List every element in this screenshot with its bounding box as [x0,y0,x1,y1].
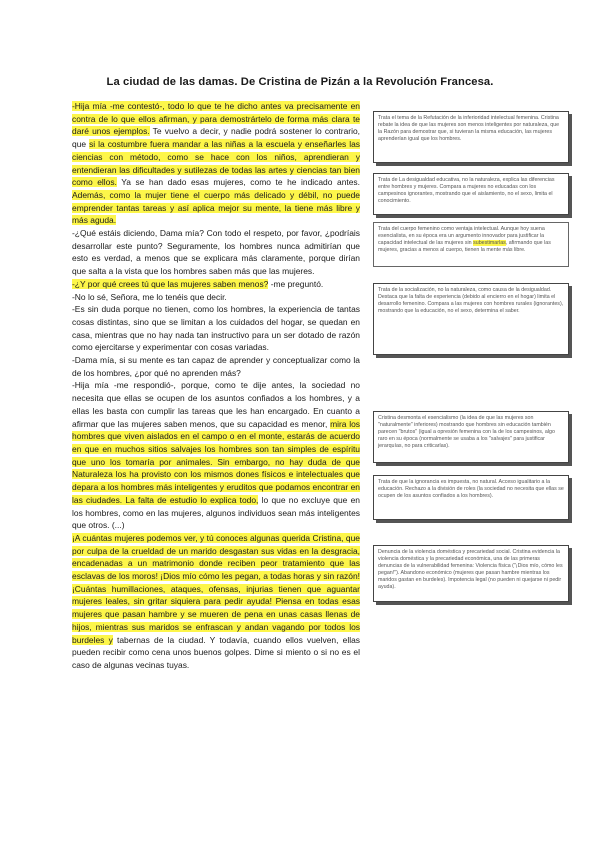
paragraph [72,291,360,304]
paragraph [72,227,360,278]
text-run: Trata de la socialización, no la naturaleza, como causa de la desigualdad. Destaca que la falta de experiencia (debido al encierro en el hogar) limita el desarrollo femenino. Compara a las mujeres con hombres rurales (ignorantes), mostrando que la educación, no el sexo, determina el saber. [378,287,564,314]
paragraph [72,354,360,379]
paragraph [72,532,360,672]
paragraph [72,303,360,354]
annotation-box [373,222,569,267]
text-run: Trata de que la ignorancia es impuesta, no natural. Acceso igualitario a la educación. Rechazo a la división de roles (la sociedad no necesita que ellas se ocupen de los asuntos confiados a los hombres). [378,479,564,499]
text-run: Trata del cuerpo femenino como ventaja intelectual. Aunque hoy suena esencialista, en su época era un argumento innovador para justificar la capacidad intelectual de las mujeres sin [378,226,545,246]
annotation-box [373,475,569,520]
text-run: -Dama mía, si su mente es tan capaz de aprender y conceptualizar como la de los hombres, ¿por qué no aprenden más? [72,355,360,378]
highlighted-text: Además, como la mujer tiene el cuerpo más delicado y débil, no puede emprender tantas tareas y así aplica mejor su mente, la tiene más libre y más aguda. [72,189,360,226]
text-run: -Es sin duda porque no tienen, como los hombres, la experiencia de tantas cosas distintas, sino que se limitan a los cuidados del hogar, se quedan en casa, mientras que no hay nada tan instructivo para un ser dotado de razón como ejercitarse y experimentar con cosas variadas. [72,304,360,353]
text-run: -Hija mía -me respondió-, porque, como te dije antes, la sociedad no necesita que ellas se ocupen de los asuntos confiados a los hombres, y a ellas les basta con cumplir las tareas que les han encargado. En cuanto a afirmar que las mujeres saben menos, que su capacidad es menor, [72,380,360,429]
annotation-box [373,111,569,163]
text-run: Te vuelvo a decir, y nadie podrá sostener lo contrario, que [72,126,360,150]
text-run: Trata el tema de la Refutación de la inferioridad intelectual femenina. Cristina rebate la idea de que las mujeres son menos inteligentes por naturaleza, que la Razón para demostrar que, si tuvieran la misma educación, las mujeres aprenderían igual que los hombres. [378,115,560,142]
annotation-box [373,283,569,355]
main-text [72,100,360,672]
annotation-box [373,173,569,215]
text-run: Ya se han dado esas mujeres, como te he indicado antes. [116,177,360,188]
text-run: Cristina desmonta el esencialismo (la idea de que las mujeres son "naturalmente" inferiores) mostrando que hombres sin educación también parecen "brutos" (igual a opresión femenina con la de los campesinos, algo raro en su época (normalmente se usaba a los "salvajes" para justificar jerarquías, no para criticarlas). [378,415,555,449]
highlighted-text: mira los hombres que viven aislados en el campo o en el monte, estarás de acuerdo en que en muchos sitios salvajes los hombres son tan simples de espíritu que uno los tomaría por animales. Sin embargo, no hay duda de que Naturaleza los ha provisto con los mismos dones físicos e intelectuales que depara a los hombres más inteligentes y eruditos que podamos encontrar en las ciudades. La falta de estudio lo explica todo, [72,418,360,505]
text-run: Trata de La desigualdad educativa, no la naturaleza, explica las diferencias entre hombres y mujeres. Compara a mujeres no educadas con los campesinos ignorantes, mostrando que el aislamiento, no el sexo, limita el conocimiento. [378,177,555,204]
paragraph [72,379,360,531]
text-run: lo que no excluye que en los hombres, como en las mujeres, algunos individuos sean más inteligentes que otros. (...) [72,494,360,531]
highlighted-text: si la costumbre fuera mandar a las niñas a la escuela y enseñarles las ciencias con método, como se hace con los niños, aprendieran y entendieran las dificultades y sutilezas de todas las artes y ciencias tan bien como ellos. [72,139,360,188]
annotation-box [373,411,569,463]
text-run: -me preguntó. [268,278,324,289]
highlighted-text: subestimarlas [473,239,506,246]
text-run: Denuncia de la violencia doméstica y precariedad social. Cristina evidencia la violencia doméstica y la precariedad económica, una de las primeras denuncias de la vulnerabilidad femenina: Violencia física ("¡Dios mío, cómo les pegan!"). Abandono económico (mujeres que pasan hambre mientras los maridos gastan en burdeles). Impotencia legal (no pueden ni quejarse ni pedir ayuda). [378,549,563,590]
paragraph [72,278,360,291]
text-run: , afirmando que las mujeres, gracias a menos al cuerpo, tienen la mente más libre. [378,239,551,253]
text-run: -¿Qué estáis diciendo, Dama mía? Con todo el respeto, por favor, ¿podríais desarrollar este punto? Seguramente, los hombres nunca admitirían que esto es verdad, a menos que se explicara más claramente, porque dirían que salta a la vista que los hombres saben más que las mujeres. [72,228,360,277]
text-run: -No lo sé, Señora, me lo tenéis que decir. [72,291,227,302]
text-run: tabernas de la ciudad. Y todavía, cuando ellos vuelven, ellas pueden recibir como cena unos buenos golpes. Dime si miento o si no es el caso de algunas vecinas tuyas. [72,634,360,670]
annotation-box [373,545,569,602]
page-title: La ciudad de las damas. De Cristina de Pizán a la Revolución Francesa. [106,76,494,88]
highlighted-text: -Hija mía -me contestó-, todo lo que te he dicho antes va precisamente en contra de lo que ellos afirman, y para demostrártelo de forma más clara te daré unos ejemplos. [72,101,360,137]
highlighted-text: ¡A cuántas mujeres podemos ver, y tú conoces algunas querida Cristina, que por culpa de la crueldad de un marido desgastan sus vidas en la desgracia, encadenadas a un matrimonio donde reciben peor tratamiento que las esclavas de los moros! ¡Dios mío cómo les pegan, a todas horas y sin razón! ¡Cuántas humillaciones, ataques, ofensas, injurias tienen que aguantar mujeres leales, sin gritar siquiera para pedir ayuda! Piensa en todas esas mujeres que pasan hambre y se mueren de pena en unas casas llenas de hijos, mientras sus maridos se enfrascan y andan vagando por todos los burdeles y [72,532,360,645]
highlighted-text: -¿Y por qué crees tú que las mujeres saben menos? [72,278,269,289]
paragraph [72,100,360,227]
